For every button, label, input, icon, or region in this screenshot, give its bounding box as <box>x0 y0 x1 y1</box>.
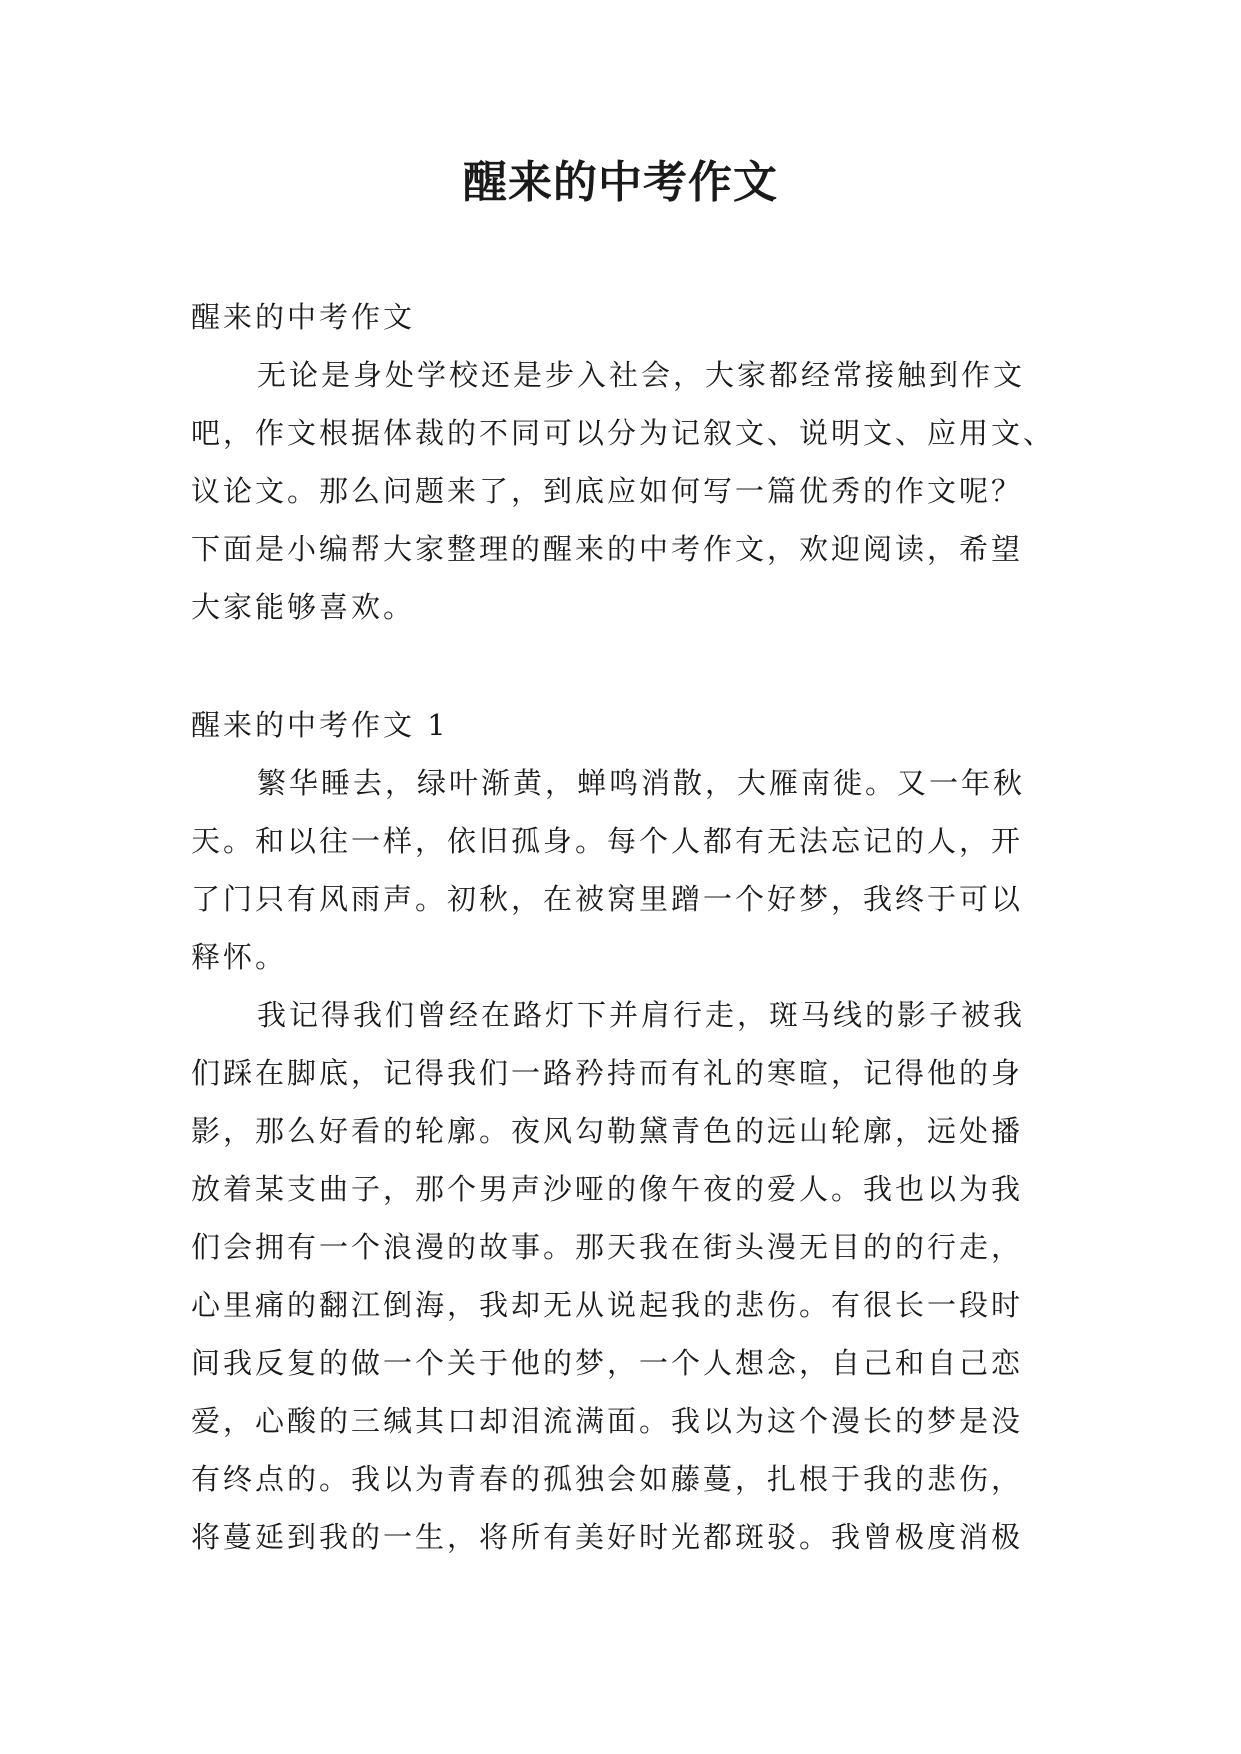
intro-heading: 醒来的中考作文 <box>191 300 416 334</box>
document-body <box>191 288 1056 1566</box>
essay1-para2-line: 有终点的。我以为青春的孤独会如藤蔓，扎根于我的悲伤， <box>191 1462 1024 1496</box>
intro-line: 议论文。那么问题来了，到底应如何写一篇优秀的作文呢？ <box>191 474 1024 508</box>
essay1-para2-line: 放着某支曲子，那个男声沙哑的像午夜的爱人。我也以为我 <box>191 1172 1024 1206</box>
essay1-para1-line: 天。和以往一样，依旧孤身。每个人都有无法忘记的人，开 <box>191 824 1024 858</box>
essay1-heading: 醒来的中考作文 1 <box>191 708 449 742</box>
essay1-para2-line: 们踩在脚底，记得我们一路矜持而有礼的寒暄，记得他的身 <box>191 1056 1024 1090</box>
essay1-para1-line: 繁华睡去，绿叶渐黄，蝉鸣消散，大雁南徙。又一年秋 <box>257 766 1026 800</box>
intro-line: 大家能够喜欢。 <box>191 590 416 624</box>
document-title: 醒来的中考作文 <box>463 157 778 208</box>
intro-line: 下面是小编帮大家整理的醒来的中考作文，欢迎阅读，希望 <box>191 532 1024 566</box>
intro-line: 无论是身处学校还是步入社会，大家都经常接触到作文 <box>257 358 1026 392</box>
section-gap <box>191 636 1051 696</box>
essay1-para2-line: 将蔓延到我的一生，将所有美好时光都斑驳。我曾极度消极 <box>191 1520 1024 1554</box>
essay1-para2-line: 影，那么好看的轮廓。夜风勾勒黛青色的远山轮廓，远处播 <box>191 1114 1024 1148</box>
essay1-para2-line: 我记得我们曾经在路灯下并肩行走，斑马线的影子被我 <box>257 998 1026 1032</box>
essay1-para1-line: 了门只有风雨声。初秋，在被窝里蹭一个好梦，我终于可以 <box>191 882 1024 916</box>
essay1-para2-line: 心里痛的翻江倒海，我却无从说起我的悲伤。有很长一段时 <box>191 1288 1024 1322</box>
essay1-para1-line: 释怀。 <box>191 940 288 974</box>
essay1-para2-line: 间我反复的做一个关于他的梦，一个人想念，自己和自己恋 <box>191 1346 1024 1380</box>
essay1-para2-line: 爱，心酸的三缄其口却泪流满面。我以为这个漫长的梦是没 <box>191 1404 1024 1438</box>
essay1-para2-line: 们会拥有一个浪漫的故事。那天我在街头漫无目的的行走， <box>191 1230 1024 1264</box>
intro-line: 吧，作文根据体裁的不同可以分为记叙文、说明文、应用文、 <box>191 416 1056 450</box>
